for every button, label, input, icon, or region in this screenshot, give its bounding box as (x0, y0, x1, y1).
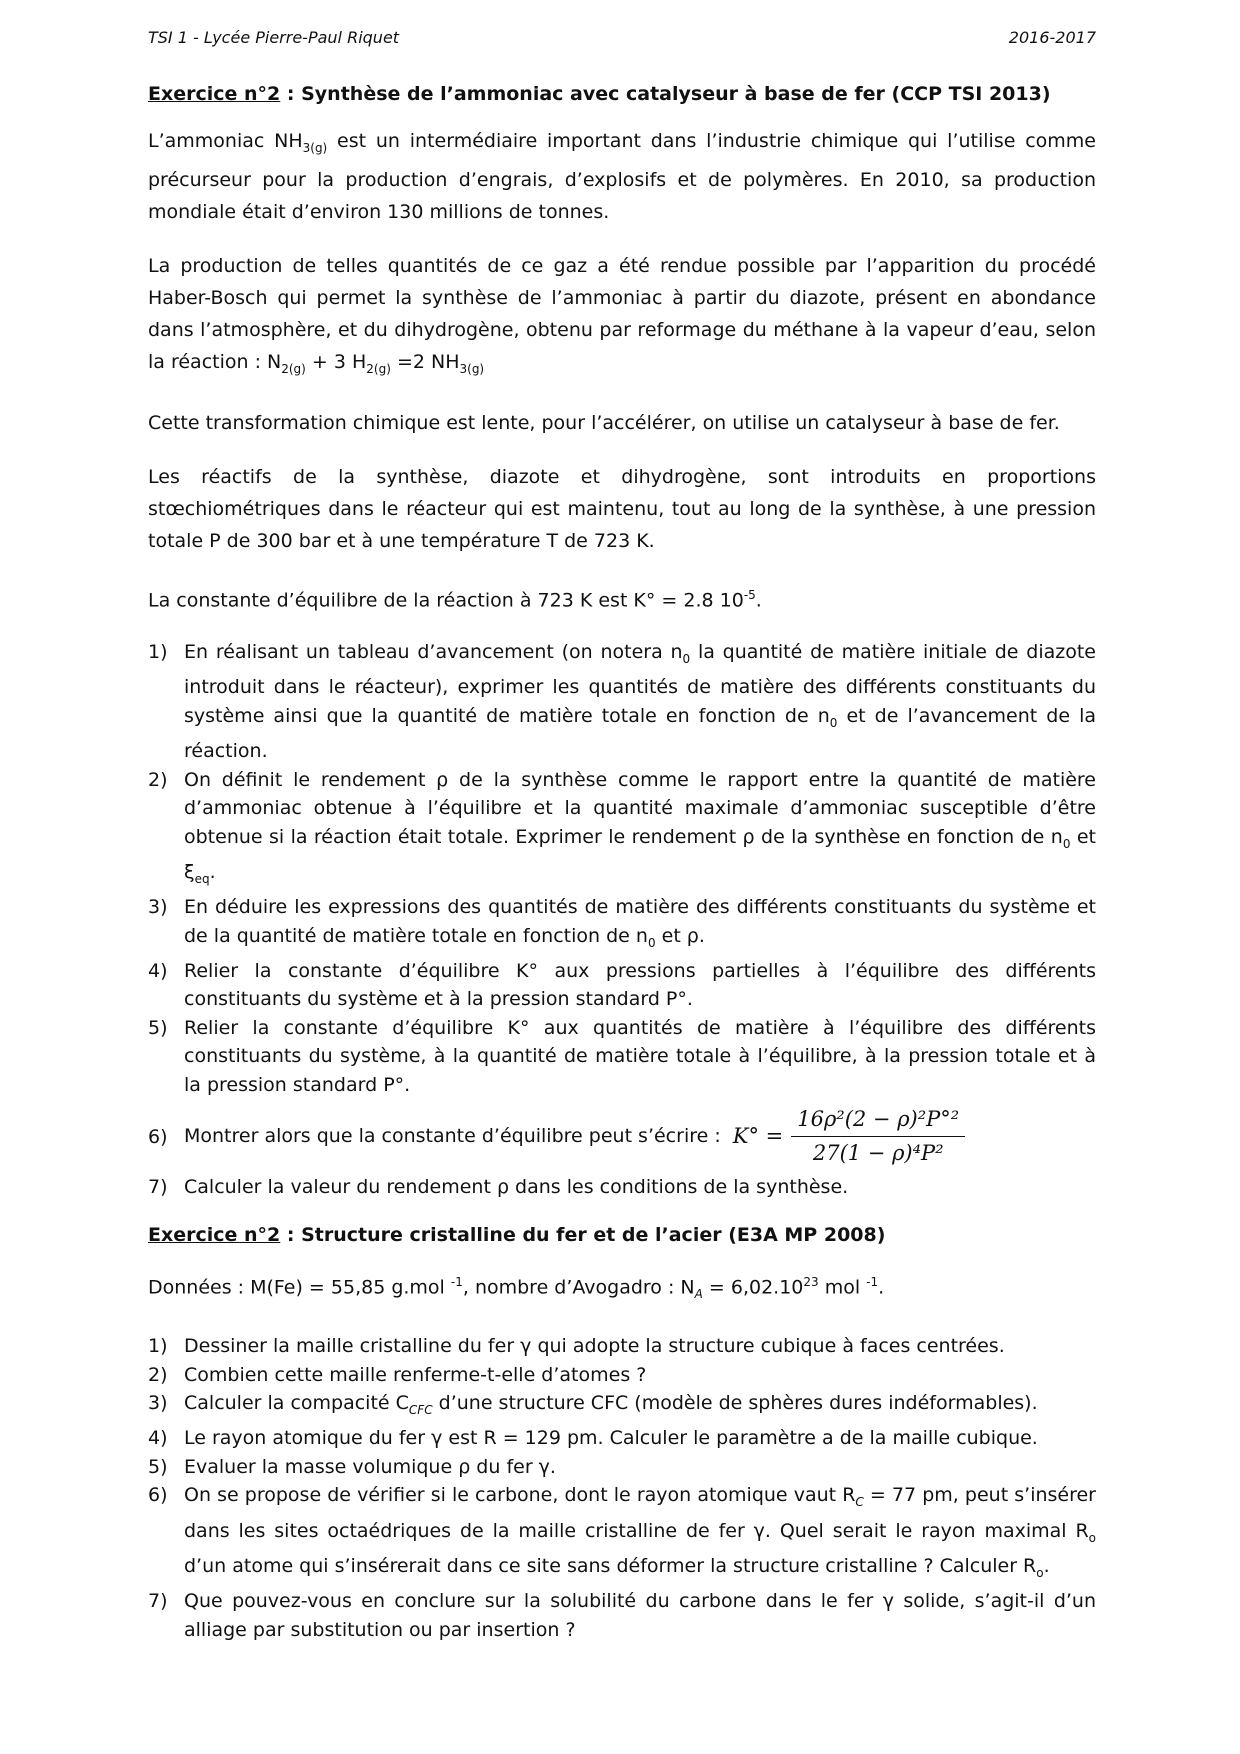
page-header (148, 28, 1096, 47)
exercise-1-questions (148, 638, 1096, 1202)
question-2-3: 3) Calculer la compacité $C_{CFC}$ d’une structure CFC (modèle de sphères dures indéformables). (148, 1392, 1038, 1417)
data-paragraph: Données : M(Fe) = 55,85 g.mol $^{-1}$, nombre d’Avogadro : $N_A = 6,02.10^{23}$ mol $^{-1}$. (148, 1274, 885, 1302)
exercise-2-title: Exercice n°2 : Structure cristalline du fer et de l’acier (E3A MP 2008) (148, 1223, 886, 1246)
constant-paragraph: La constante d’équilibre de la réaction à 723 K est K° = 2.8 $10^{-5}$. (148, 587, 762, 611)
question-2-7: 7) Que pouvez-vous en conclure sur la solubilité du carbone dans le fer γ solide, s’agit-il d’un alliage par substitution ou par insertion ? (148, 1590, 1096, 1641)
question-2-2: 2) Combien cette maille renferme-t-elle d’atomes ? (148, 1363, 647, 1386)
question-5: 5) Relier la constante d’équilibre K° aux quantités de matière à l’équilibre des différents constituants du système, à la quantité de matière totale à l’équilibre, à la pression totale et à la pression standard P°. (148, 1016, 1096, 1096)
exercise-1-label: Exercice n°2 (148, 83, 281, 105)
exercise-2-questions (148, 1332, 1096, 1644)
question-2-1: 1) Dessiner la maille cristalline du fer γ qui adopte la structure cubique à faces centrées. (148, 1335, 1005, 1358)
process-paragraph: La production de telles quantités de ce gaz a été rendue possible par l’apparition du procédé Haber-Bosch qui permet la synthèse de l’ammoniac à partir du diazote, présent en abondance dans l’atmosphère, et du dihydrogène, obtenu par reformage du méthane à la vapeur d’eau, selon la réaction : $N_{2(g)} + 3$ $H_{2(g)} =2$ $NH_{3(g)}$ (148, 254, 1096, 376)
catalyst-paragraph: Cette transformation chimique est lente, pour l’accélérer, on utilise un catalyseur à base de fer. (148, 411, 1060, 434)
question-6: 6) Montrer alors que la constante d’équilibre peut s’écrire : K° = $\frac{\text{16ρ²(2 − ρ)²P°²}}{\text{27(1 − ρ)⁴P²}}$ (148, 1105, 1096, 1167)
question-2-6: 6) On se propose de vérifier si le carbone, dont le rayon atomique vaut $R_C = 77$ pm, peut s’insérer dans les sites octaédriques de la maille cristalline de fer γ. Quel serait le rayon maximal $R_o$ d’un atome qui s’insérerait dans ce site sans déformer la structure cristalline ? Calculer $R_o$. (148, 1484, 1096, 1580)
question-3: 3) En déduire les expressions des quantités de matière des différents constituants du système et de la quantité de matière totale en fonction de $n_0$ et ρ. (148, 896, 1096, 950)
question-2-4: 4) Le rayon atomique du fer γ est R = 129 pm. Calculer le paramètre a de la maille cubique. (148, 1427, 1038, 1450)
question-2-5: 5) Evaluer la masse volumique ρ du fer γ. (148, 1455, 556, 1478)
document-page (148, 28, 1096, 1666)
conditions-paragraph: Les réactifs de la synthèse, diazote et dihydrogène, sont introduits en proportions stœchiométriques dans le réacteur qui est maintenu, tout au long de la synthèse, à une pression totale P de 300 bar et à une température T de 723 K. (148, 465, 1096, 552)
question-4: 4) Relier la constante d’équilibre K° aux pressions partielles à l’équilibre des différents constituants du système et à la pression standard P°. (148, 959, 1096, 1011)
exercise-2-label: Exercice n°2 (148, 1223, 281, 1246)
equilibrium-formula: K° = $\frac{\text{16ρ²(2 − ρ)²P°²}}{\text{27(1 − ρ)⁴P²}}$ (733, 1105, 965, 1167)
header-left: TSI 1 - Lycée Pierre-Paul Riquet (148, 28, 400, 47)
intro-paragraph: L’ammoniac $NH_{3(g)}$ est un intermédiaire important dans l’industrie chimique qui l’utilise comme précurseur pour la production d’engrais, d’explosifs et de polymères. En 2010, sa production mondiale était d’environ 130 millions de tonnes. (148, 130, 1096, 223)
question-2: 2) On définit le rendement ρ de la synthèse comme le rapport entre la quantité de matière d’ammoniac obtenue à l’équilibre et la quantité maximale d’ammoniac susceptible d’être obtenue si la réaction était totale. Exprimer le rendement ρ de la synthèse en fonction de $n_0$ et $\xi_{eq}$. (148, 768, 1096, 886)
question-1: 1) En réalisant un tableau d’avancement (on notera $n_0$ la quantité de matière initiale de diazote introduit dans le réacteur), exprimer les quantités de matière des différents constituants du système ainsi que la quantité de matière totale en fonction de $n_0$ et de l’avancement de la réaction. (148, 640, 1096, 763)
question-7: 7) Calculer la valeur du rendement ρ dans les conditions de la synthèse. (148, 1176, 849, 1199)
header-right: 2016-2017 (1008, 28, 1096, 47)
exercise-1-title: Exercice n°2 : Synthèse de l’ammoniac avec catalyseur à base de fer (CCP TSI 2013) (148, 83, 1051, 105)
